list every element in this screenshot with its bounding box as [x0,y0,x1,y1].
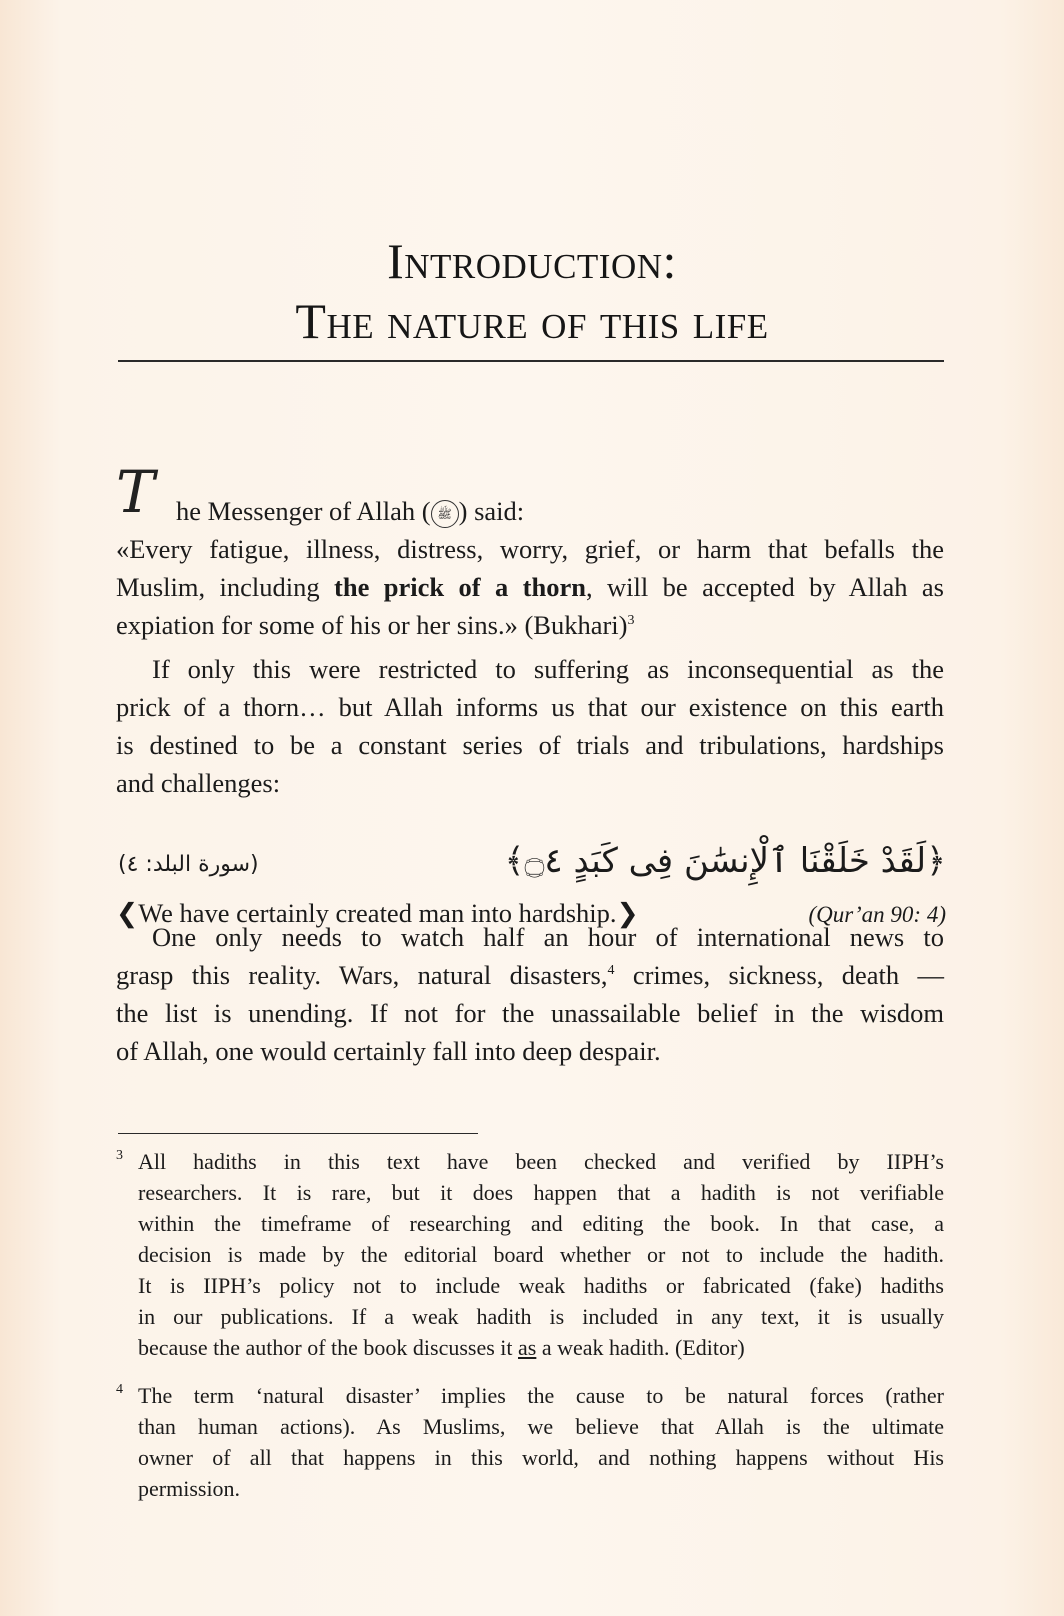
paragraph-line: One only needs to watch half an hour of international news to [152,922,944,952]
paragraph-line: is destined to be a constant series of trials and tribulations, hardships [116,730,944,760]
verse-source-arabic: (سورة البلد: ٤) [118,852,259,877]
footnote-text: because the author of the book discusses it [138,1335,519,1360]
paragraph-line: prick of a thorn… but Allah informs us that our existence on this earth [116,692,944,722]
chapter-title-line-2: The nature of this life [295,293,769,349]
paragraph-text: grasp this reality. Wars, natural disasters, [116,960,608,990]
opening-text-before: he Messenger of Allah ( [176,496,431,526]
quran-verse-arabic: ﴿لَقَدْ خَلَقْنَا ٱلْإِنسَٰنَ فِى كَبَدٍ ۝٤﴾ [504,841,946,881]
footnote-number-4: 4 [116,1382,123,1397]
drop-cap: T [116,458,155,526]
verse-translation: ❮We have certainly created man into hardship.❯ [116,898,639,928]
footnote-underlined-word: as [518,1335,537,1360]
hadith-line [116,606,944,644]
hadith-line: «Every fatigue, illness, distress, worry, grief, or harm that befalls the [116,534,944,564]
footnote-line: decision is made by the editorial board whether or not to include the hadith. [138,1242,944,1267]
footnote-line: The term ‘natural disaster’ implies the cause to be natural forces (rather [138,1383,944,1408]
paragraph-line: of Allah, one would certainly fall into deep despair. [116,1036,661,1066]
hadith-text: Muslim, including [116,572,335,602]
footnote-line [138,1332,944,1363]
paragraph-line: the list is unending. If not for the unassailable belief in the wisdom [116,998,944,1028]
footnote-line: owner of all that happens in this world, and nothing happens without His [138,1445,944,1470]
chapter-title-line-1: Introduction: [387,233,677,289]
footnote-number-3: 3 [116,1148,123,1163]
hadith-line [116,568,944,606]
paragraph-line: If only this were restricted to suffering as inconsequential as the [152,654,944,684]
paragraph-text: crimes, sickness, death — [614,960,944,990]
footnote-line: researchers. It is rare, but it does happen that a hadith is not verifiable [138,1180,944,1205]
footnote-line: It is IIPH’s policy not to include weak hadiths or fabricated (fake) hadiths [138,1273,944,1298]
footnote-ref-3: 3 [627,613,635,628]
hadith-text: , will be accepted by Allah as [586,572,944,602]
hadith-emphasis: the prick of a thorn [334,572,586,602]
hadith-text: expiation for some of his or her sins.» (Bukhari) [116,610,628,640]
verse-reference: (Qur’an 90: 4) [808,902,946,927]
footnote-4 [138,1380,944,1504]
footnote-rule [118,1133,478,1134]
paragraph-2 [116,918,944,1070]
paragraph-line: and challenges: [116,768,281,798]
footnote-text: a weak hadith. (Editor) [536,1335,745,1360]
paragraph-1 [116,650,944,802]
salutation-seal-icon: ﷺ [431,500,459,528]
footnote-ref-4: 4 [607,963,615,978]
footnote-line: within the timeframe of researching and editing the book. In that case, a [138,1211,944,1236]
footnote-line: All hadiths in this text have been checked and verified by IIPH’s [138,1149,944,1174]
title-rule [118,360,944,362]
footnote-line: in our publications. If a weak hadith is included in any text, it is usually [138,1304,944,1329]
opening-text-after: ) said: [458,496,525,526]
opening-line [176,496,524,528]
hadith-quote [116,530,944,644]
footnote-line: than human actions). As Muslims, we believe that Allah is the ultimate [138,1414,944,1439]
paragraph-line [116,956,944,994]
footnote-line: permission. [138,1476,241,1501]
footnote-3 [138,1146,944,1363]
